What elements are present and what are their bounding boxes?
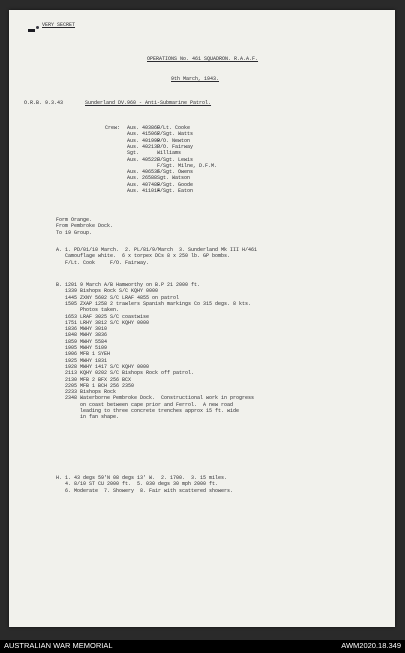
section-b-line: 1339 Bishops Rock S/C KQHY 0000 [56,288,159,295]
section-b-line: 1859 MWHY 5584 [56,338,108,345]
section-b-line: 1445 ZXNY 5602 S/C LRAF 4855 on patrol [56,294,180,301]
footer-credit: AUSTRALIAN WAR MEMORIAL [4,641,113,650]
classification-label: VERY SECRET [42,22,76,28]
section-b-line: 2130 MFB 2 BFX 256 BCX [56,376,132,383]
section-b-line: 1905 MWHY 5109 [56,345,108,351]
section-b-line: 1836 MWHY 3010 [56,326,108,333]
section-b-line: on coast between cape prior and Ferrol. A new road [56,401,234,408]
section-b-line: 1906 MFB 1 SYEH [56,351,111,358]
footer-bar [0,640,405,653]
crew-service-number: Aus. 406535 [127,169,161,176]
section-b-line: Photos taken. [56,307,120,314]
crew-member-name: F/Lt. Cooke [157,125,191,131]
section-b-line: 2348 Waterborne Pembroke Dock. Constructional work in progress [56,395,255,402]
section-b-line: in fan shape. [56,414,120,421]
section-b-line: 1925 MWHY 1831 [56,357,108,364]
crew-member-name: Williams [157,150,182,157]
form-line: To 19 Group. [56,229,93,236]
sortie-title: Sunderland DV.960 - Anti-Submarine Patrol. [85,100,212,106]
crew-member-name: F/Sgt. Owens [157,169,194,176]
orb-reference: O.R.B. 9.3.43 [24,100,64,106]
crew-service-number: Aus. 407489 [127,181,161,188]
section-b-line: 2205 MFB 1 BCH 256 2350 [56,382,135,389]
page-heading: OPERATIONS No. 461 SQUADRON. R.A.A.F. [147,56,259,62]
section-b-line: 1848 MWHY 3836 [56,332,108,339]
crew-service-number: Sgt. [127,150,140,157]
crew-service-number: Aus. 401999 [127,137,161,144]
crew-service-number: Aus. 402133 [127,143,161,150]
section-b-line: leading to three concrete trenches approx 15 ft. wide [56,408,240,414]
section-h-line: 4. 8/10 ST CU 2000 ft. 5. 030 degs 30 mph 2000 ft. [56,481,219,488]
form-line: Form Orange. [56,217,93,223]
section-h-line: H. 1. 43 degs 59'N 08 degs 13' W. 2. 1700. 3. 15 miles. [56,475,228,481]
footer-accession: AWM2020.18.349 [341,641,401,650]
crew-member-name: P/O. Newton [157,137,191,144]
crew-service-number: Aus. 26588 [127,175,158,182]
crew-member-name: F/Sgt. Milne, D.F.M. [157,162,218,169]
crew-service-number: Aus. 415062 [127,131,161,138]
section-b-line: 1751 LRHY 3812 S/C KQHY 0000 [56,319,150,326]
section-a-line: F/Lt. Cook F/O. Fairway. [56,259,150,266]
section-b-line: 1505 ZXAP 1258 2 trawlers Spanish markings Co 315 degs. 8 kts. [56,300,252,307]
ink-dot [36,26,39,29]
crew-member-name: P/O. Fairway [157,143,194,150]
crew-member-name: Sgt. Watson [157,175,191,182]
crew-member-name: F/Sgt. Goode [157,181,194,188]
section-a-line: A. 1. PD/01/10 March. 2. PL/81/9/March 3. Sunderland Mk III H/461 [56,247,258,253]
form-line: From Pembroke Dock. [56,223,114,230]
crew-service-number: Aus. 411014 [127,188,161,194]
crew-service-number: Aus. 403860 [127,125,161,131]
crew-member-name: F/Sgt. Eaton [157,188,194,194]
section-b-line: 1928 MWHY 1417 S/C KQHY 0000 [56,363,150,370]
section-b-line: B. 1201 9 March A/B Hamworthy on B.P 21 2000 ft. [56,282,201,288]
ink-mark [28,29,35,32]
crew-member-name: F/Sgt. Lewis [157,156,194,163]
report-date: 9th March, 1943. [171,76,220,82]
section-b-line: 2113 KQHY 0202 S/C Bishops Rock off patrol. [56,370,195,377]
section-h-line: 6. Moderate 7. Showery 8. Fair with scattered showers. [56,487,234,494]
crew-label: Crew: [105,125,121,131]
section-b-line: 1653 LRAF 3025 S/C coastwise [56,313,150,320]
crew-service-number: Aus. 405228 [127,156,161,163]
section-a-line: Camouflage white. 6 x torpex DCs 8 x 250 lb. GP bombs. [56,253,231,260]
document-page [9,10,395,627]
crew-member-name: F/Sgt. Watts [157,131,194,138]
section-b-line: 2233 Bishops Rock [56,389,117,396]
